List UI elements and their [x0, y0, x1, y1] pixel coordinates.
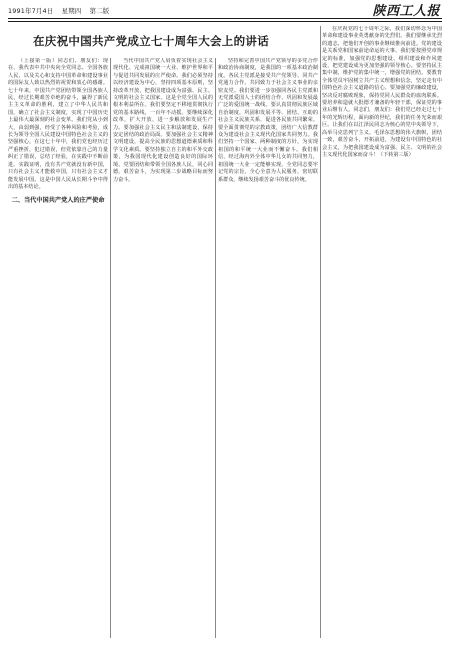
column-divider — [320, 26, 321, 638]
article-column-4 — [322, 26, 442, 638]
column-text: （上接第一版）同志们、朋友们：现在，我代表中共中央向全党同志、全国各族人民，以及关心和支持中国革命和建设事业的国际友人致以热烈的祝贺和衷心的感谢。七十年来，中国共产党团结带领全国各族人民，经过长期艰苦卓绝的奋斗，赢得了新民主主义革命的胜利，建立了中华人民共和国，确立了社会主义制度，实现了中国历史上最伟大最深刻的社会变革。我们党从小到大，由弱到强，经受了各种风险和考验，成长为领导全国人民建设中国特色社会主义的坚强核心。在这七十年中，我们党也经历过严重挫折，犯过错误，但党依靠自己的力量纠正了错误，总结了经验，在实践中不断前进。实践证明，没有共产党就没有新中国，只有社会主义才能救中国，只有社会主义才能发展中国。这是中国人民从长期斗争中得出的基本结论。 — [8, 58, 108, 190]
column-divider — [215, 58, 216, 638]
header-rule-thin — [8, 21, 442, 22]
article-column-3 — [218, 58, 318, 638]
issue-date: 1991年7月4日 — [8, 7, 54, 15]
issue-weekday: 星期四 — [61, 7, 82, 15]
section-heading: 二、当代中国共产党人的庄严使命 — [11, 197, 105, 205]
issue-page: 第二版 — [89, 7, 110, 15]
page-header — [0, 0, 450, 22]
article-column-2 — [113, 58, 213, 638]
article-headline: 在庆祝中国共产党成立七十周年大会上的讲话 — [33, 34, 269, 48]
issue-info — [8, 6, 115, 15]
column-text: 当代中国共产党人肩负着实现社会主义现代化、完成祖国统一大业、维护世界和平与促进共同发展的庄严使命。我们必须坚持以经济建设为中心，坚持四项基本原则，坚持改革开放，把我国建设成为富强、民主、文明的社会主义国家。这是全党全国人民的根本利益所在。我们要坚定不移地贯彻执行党的基本路线，一百年不动摇。要继续深化改革，扩大开放，进一步解放和发展生产力。要加强社会主义民主和法制建设，保持安定团结的政治局面。要加强社会主义精神文明建设，提高全民族的思想道德素质和科学文化素质。要坚持独立自主的和平外交政策，为我国现代化建设创造良好的国际环境。党要团结和带领全国各族人民，同心同德，艰苦奋斗，为实现第二步战略目标而努力奋斗。 — [113, 58, 213, 183]
newspaper-masthead: 陕西工人报 — [372, 4, 440, 19]
article-column-1 — [8, 58, 108, 638]
column-divider — [110, 58, 111, 638]
column-text: 在庆祝党的七十周年之际，我们深切怀念为中国革命和建设事业英勇献身的先烈们。我们要继承先烈的遗志，把他们开创的事业继续推向前进。党的建设是关系党和国家前途命运的大事。我们要按照党章规定的标准，加强党的思想建设、组织建设和作风建设，把党建设成为更加坚强的领导核心。要坚持民主集中制，维护党的集中统一，增强党的团结。要教育全体党员牢固树立共产主义理想和信念，坚定走有中国特色社会主义道路的信心。要加强党的廉政建设，坚决反对腐败现象，保持党同人民群众的血肉联系。要培养和造就大批德才兼备的年轻干部，保证党的事业后继有人。同志们，朋友们：我们党已经走过七十年的光辉历程，面向新的世纪，我们的任务光荣而艰巨。让我们在以江泽民同志为核心的党中央领导下，高举马克思列宁主义、毛泽东思想的伟大旗帜，团结一致，艰苦奋斗，开拓前进，为建设有中国特色的社会主义，为把我国建设成为富强、民主、文明的社会主义现代化国家而奋斗！（下转第三版） — [322, 26, 442, 158]
column-text: 坚持和完善中国共产党领导的多党合作和政治协商制度，是我国的一项基本政治制度。各民主党派是接受共产党领导、同共产党通力合作、共同致力于社会主义事业的亲密友党。我们要进一步加强同各民主党派和无党派爱国人士的团结合作，巩固和发展最广泛的爱国统一战线。要认真贯彻民族区域自治制度，巩固和发展平等、团结、互助的社会主义民族关系，促进各民族共同繁荣。要全面贯彻党的宗教政策，团结广大信教群众为建设社会主义现代化国家共同努力。我们坚持一个国家、两种制度的方针，为实现祖国的和平统一大业而不懈奋斗。我们相信，经过海内外全体中华儿女的共同努力，祖国统一大业一定能够实现。全党同志要牢记党的宗旨，全心全意为人民服务，密切联系群众，继续发扬艰苦奋斗的优良传统。 — [218, 58, 318, 183]
header-rule — [8, 18, 442, 19]
